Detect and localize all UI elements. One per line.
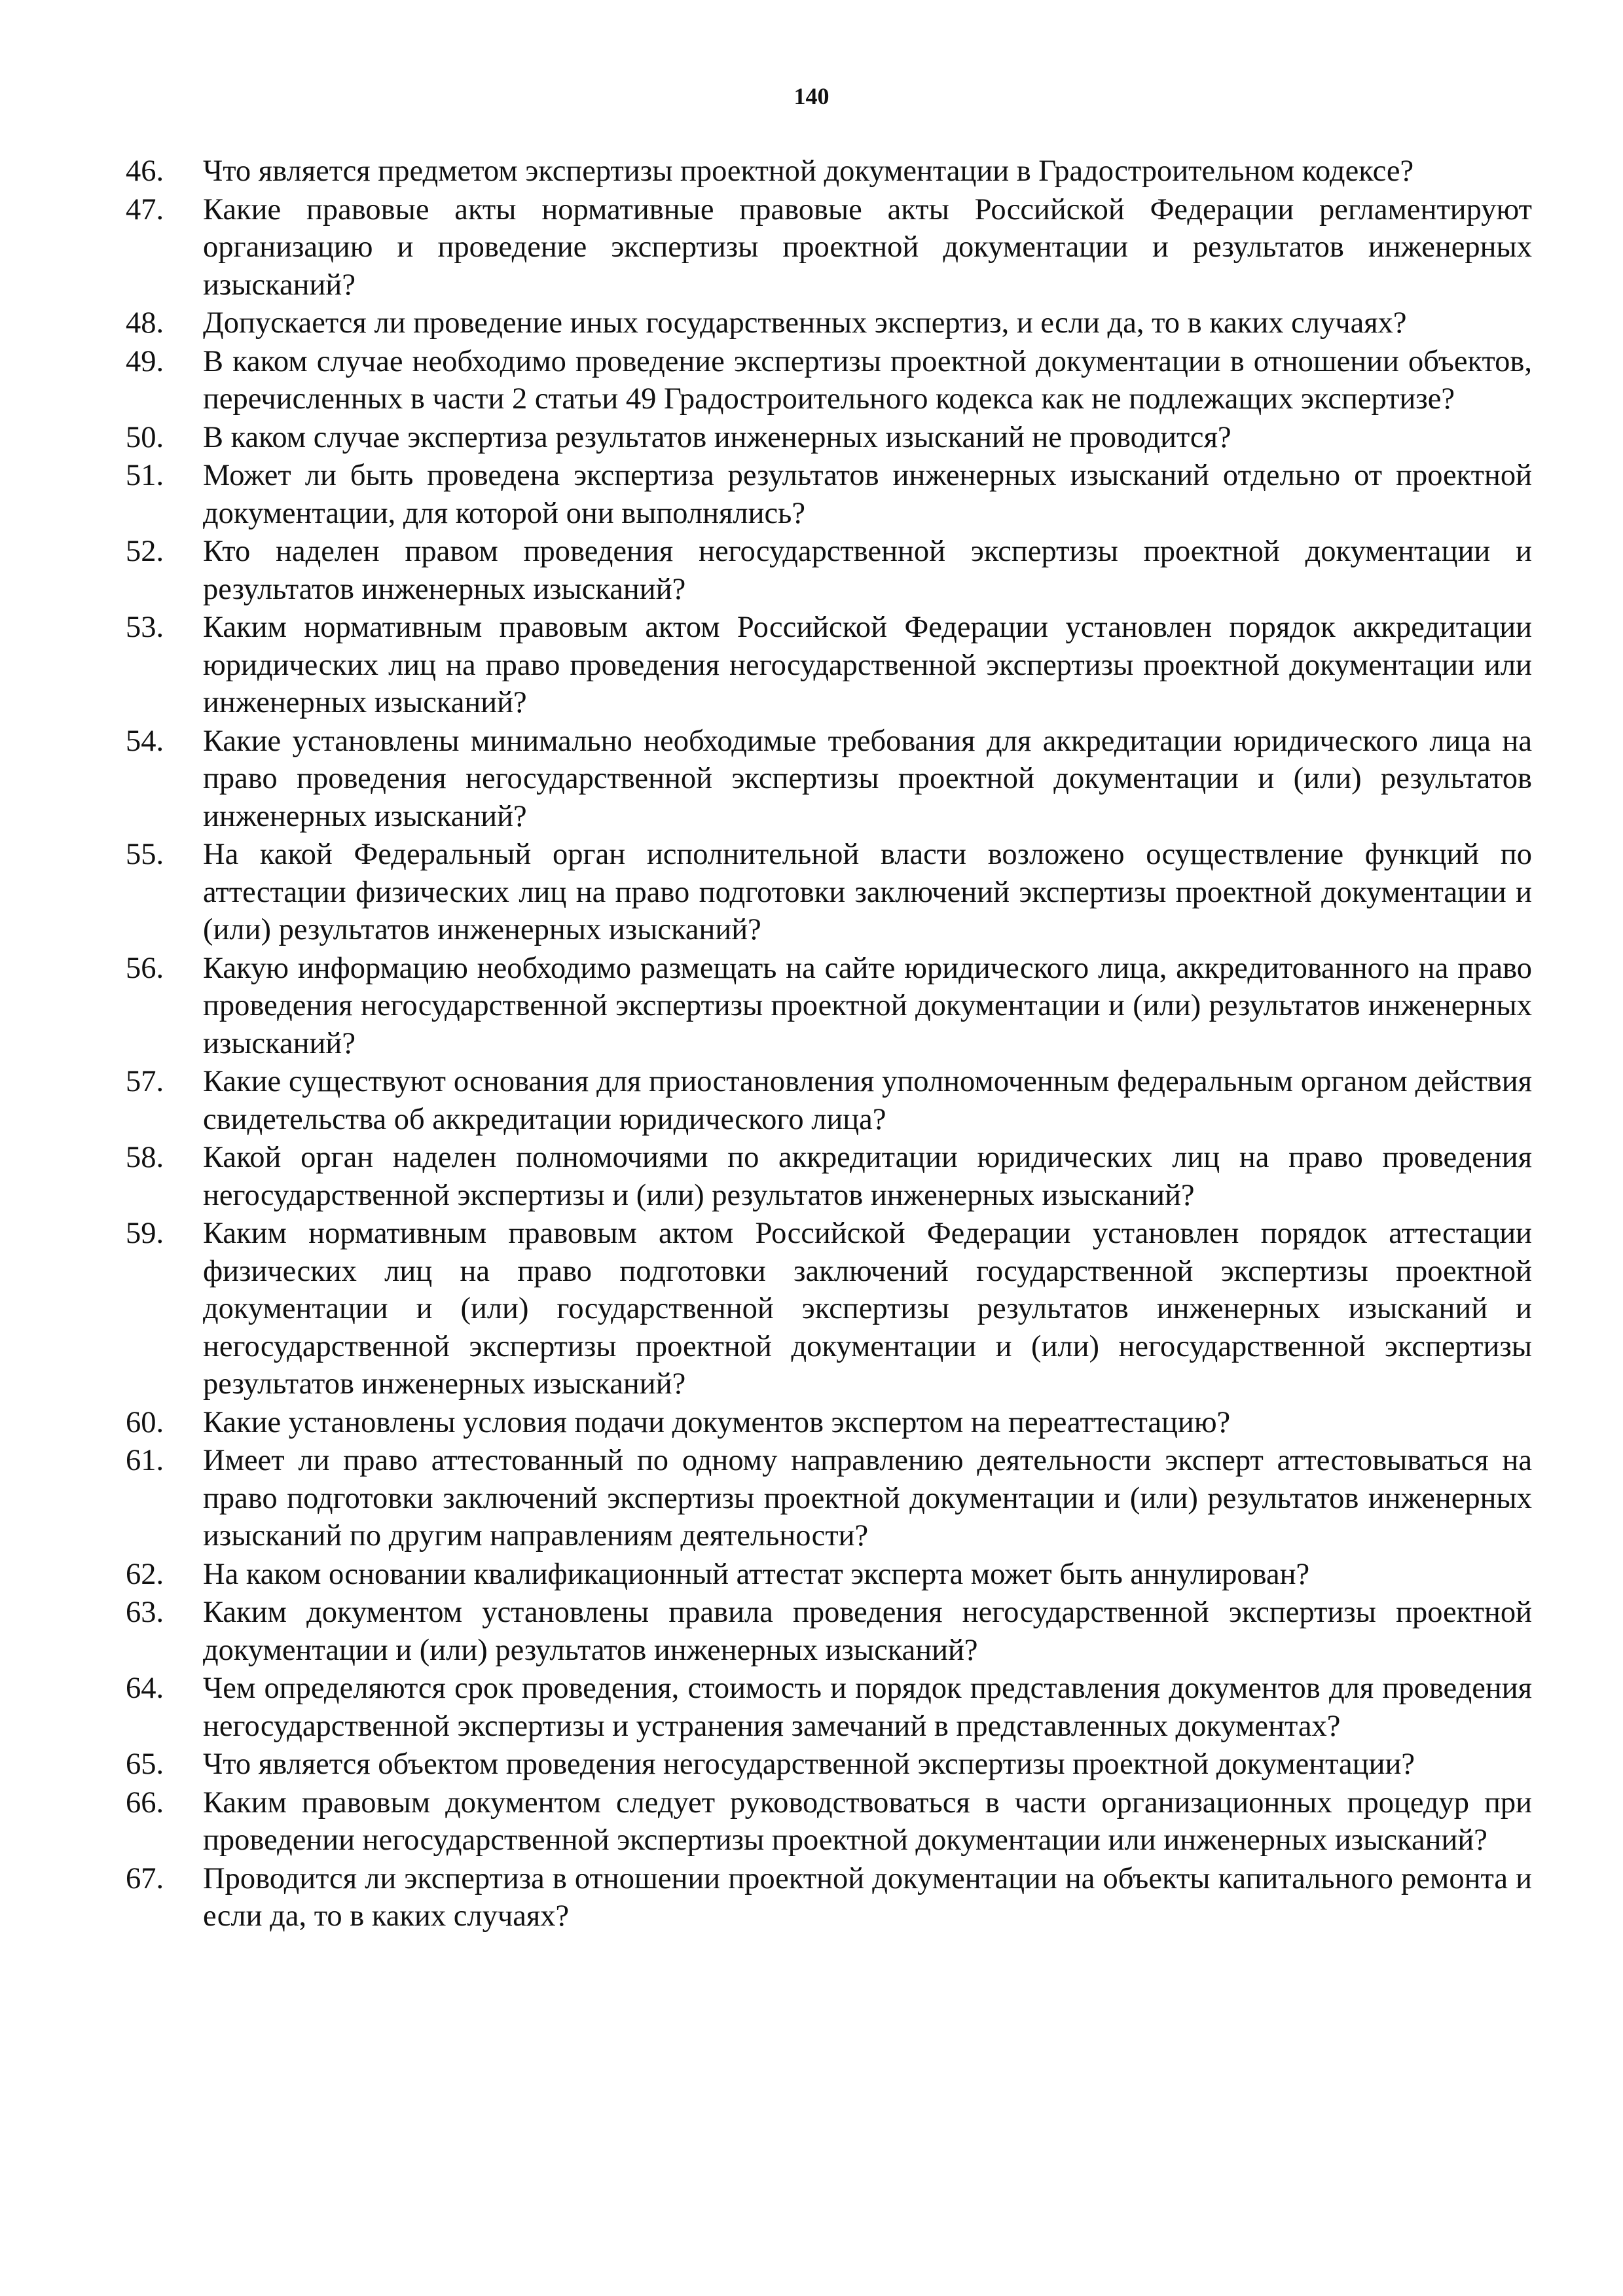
question-item (126, 1556, 1532, 1594)
question-text: Что является объектом проведения негосударственной экспертизы проектной документации? (203, 1748, 1415, 1781)
question-text: Имеет ли право аттестованный по одному направлению деятельности эксперт аттестовываться на право подготовки заключений экспертизы проектной документации и (или) результатов инженерных изысканий по другим направлениям деятельности? (203, 1444, 1532, 1552)
question-text: Каким документом установлены правила проведения негосударственной экспертизы проектной документации и (или) результатов инженерных изысканий? (203, 1596, 1532, 1667)
question-number: 66. (126, 1785, 164, 1820)
question-item (126, 723, 1532, 836)
question-number: 51. (126, 459, 164, 492)
question-item (126, 1860, 1532, 1935)
question-text: Кто наделен правом проведения негосударственной экспертизы проектной документации и результатов инженерных изысканий? (203, 535, 1532, 606)
question-item (126, 1670, 1532, 1745)
question-number: 63. (126, 1596, 164, 1629)
question-text: На каком основании квалификационный аттестат эксперта может быть аннулирован? (203, 1557, 1310, 1591)
question-text: На какой Федеральный орган исполнительной власти возложено осуществление функций по аттестации физических лиц на право подготовки заключений экспертизы проектной документации и (или) результатов инженерных изысканий? (203, 838, 1532, 946)
question-item (126, 1746, 1532, 1784)
question-item (126, 457, 1532, 532)
question-number: 57. (126, 1065, 164, 1098)
question-item (126, 1063, 1532, 1138)
question-number: 56. (126, 951, 164, 985)
question-number: 52. (126, 535, 164, 568)
question-item (126, 1594, 1532, 1669)
question-text: Может ли быть проведена экспертиза результатов инженерных изысканий отдельно от проектной документации, для которой они выполнялись? (203, 459, 1532, 530)
question-text: Чем определяются срок проведения, стоимость и порядок представления документов для проведения негосударственной экспертизы и устранения замечаний в представленных документах? (203, 1672, 1532, 1743)
question-number: 46. (126, 154, 164, 188)
question-number: 58. (126, 1141, 164, 1174)
question-text: Какие существуют основания для приостановления уполномоченным федеральным органом действия свидетельства об аккредитации юридического лица? (203, 1065, 1532, 1136)
question-text: Каким нормативным правовым актом Российской Федерации установлен порядок аккредитации юридических лиц на право проведения негосударственной экспертизы проектной документации или инженерных изысканий? (203, 611, 1532, 719)
question-text: В каком случае экспертиза результатов инженерных изысканий не проводится? (203, 420, 1231, 454)
question-item (126, 152, 1532, 190)
question-item (126, 950, 1532, 1063)
question-number: 49. (126, 344, 164, 378)
question-item (126, 1442, 1532, 1555)
question-list (126, 152, 1532, 1936)
question-text: Какие правовые акты нормативные правовые акты Российской Федерации регламентируют организацию и проведение экспертизы проектной документации и результатов инженерных изысканий? (203, 192, 1532, 302)
question-number: 60. (126, 1405, 164, 1439)
question-text: В каком случае необходимо проведение экспертизы проектной документации в отношении объектов, перечисленных в части 2 статьи 49 Градостроительного кодекса как не подлежащих экспертизе? (203, 344, 1532, 416)
question-item (126, 836, 1532, 949)
question-text: Какой орган наделен полномочиями по аккредитации юридических лиц на право проведения негосударственной экспертизы и (или) результатов инженерных изысканий? (203, 1141, 1532, 1212)
question-item (126, 533, 1532, 608)
question-number: 48. (126, 306, 164, 340)
question-text: Какие установлены минимально необходимые требования для аккредитации юридического лица на право проведения негосударственной экспертизы проектной документации и (или) результатов инженерных изысканий? (203, 724, 1532, 833)
question-item (126, 1404, 1532, 1442)
question-number: 50. (126, 420, 164, 454)
question-item (126, 343, 1532, 418)
question-number: 64. (126, 1672, 164, 1705)
question-number: 55. (126, 838, 164, 871)
question-number: 54. (126, 724, 164, 758)
question-number: 61. (126, 1444, 164, 1477)
question-text: Какую информацию необходимо размещать на сайте юридического лица, аккредитованного на право проведения негосударственной экспертизы проектной документации и (или) результатов инженерных изысканий? (203, 951, 1532, 1060)
question-item (126, 191, 1532, 304)
question-item (126, 1139, 1532, 1214)
question-number: 67. (126, 1861, 164, 1895)
question-text: Проводится ли экспертиза в отношении проектной документации на объекты капитального ремонта и если да, то в каких случаях? (203, 1861, 1532, 1933)
question-item (126, 1215, 1532, 1403)
question-text: Каким правовым документом следует руководствоваться в части организационных процедур при проведении негосударственной экспертизы проектной документации или инженерных изысканий? (203, 1785, 1532, 1857)
question-item (126, 1784, 1532, 1859)
question-item (126, 304, 1532, 342)
question-text: Что является предметом экспертизы проектной документации в Градостроительном кодексе? (203, 154, 1414, 188)
page-number: 140 (793, 83, 830, 109)
question-number: 59. (126, 1217, 164, 1250)
question-number: 62. (126, 1557, 164, 1591)
question-text: Какие установлены условия подачи документов экспертом на переаттестацию? (203, 1405, 1231, 1439)
question-text: Допускается ли проведение иных государственных экспертиз, и если да, то в каких случаях? (203, 306, 1407, 340)
question-number: 47. (126, 192, 164, 226)
question-item (126, 609, 1532, 722)
question-item (126, 419, 1532, 457)
question-text: Каким нормативным правовым актом Российской Федерации установлен порядок аттестации физических лиц на право подготовки заключений государственной экспертизы проектной документации и (или) государственной экспертизы результатов инженерных изысканий и негосударственной экспертизы проектной документации и (или) негосударственной экспертизы результатов инженерных изысканий? (203, 1217, 1532, 1401)
question-number: 65. (126, 1748, 164, 1781)
question-number: 53. (126, 611, 164, 644)
